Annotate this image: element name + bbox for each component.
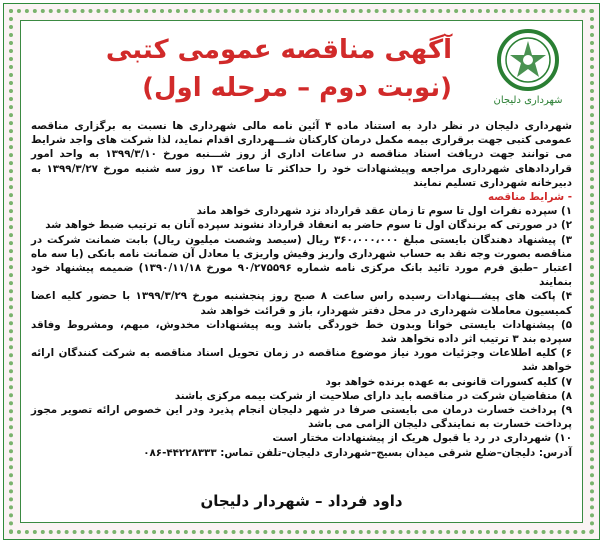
condition-item: ۴) پاکت های پیشـــنهادات رسیده راس ساعت ۸ صبح روز پنجشنبه مورخ ۱۳۹۹/۳/۲۹ با حضور کلیه اعضا کمیسیون معاملات شهرداری در محل دفتر شهردار، باز و قرائت خواهد شد [31,290,572,317]
notice-title: آگهی مناقصه عمومی کتبی [105,35,452,65]
condition-item: ۶) کلیه اطلاعات وجزئیات مورد نیاز موضوع مناقصه در زمان تحویل اسناد مناقصه به شرکت کنندگان ارائه خواهد شد [31,347,572,374]
conditions-title: - شرایط مناقصه [488,191,572,204]
address-line: آدرس: دلیجان–ضلع شرقی میدان بسیج–شهرداری دلیجان–تلفن تماس: ۴۴۲۲۸۳۳۳-۰۸۶ [143,446,572,459]
condition-item: ۹) پرداخت خسارت درمان می بایستی صرفا در شهر دلیجان انجام پذیرد ودر این خصوص ارائه تصویر مجوز پرداخت خسارت به نمایندگی دلیجان الزامی می باشد [31,404,572,431]
municipality-logo [486,27,570,111]
condition-item: ۳) پیشنهاد دهندگان بایستی مبلغ ۳۶۰،۰۰۰،۰۰۰ ریال (سیصد وشصت میلیون ریال) بابت ضمانت شرکت در مناقصه بصورت وجه نقد به حساب شهرداری واریز وفیش واریزی یا معادل آن ضمانت نامه بانکی (با سه ماه اعتبار –طبق فرم مورد تائید بانک مرکزی نامه شماره ۹۰/۲۷۵۵۹۶ مورخ ۱۳۹۰/۱۱/۱۸) ضمیمه پیشنهاد خود بنمایند [31,233,572,289]
condition-item: ۵) پیشنهادات بایستی خوانا وبدون خط خوردگی باشد وبه پیشنهادات مخدوش، مبهم، ومشروط وفاقد سپرده بند ۳ ترتیب اثر داده نخواهد شد [31,318,572,346]
notice-panel [20,20,583,523]
intro-paragraph: شهرداری دلیجان در نظر دارد به استناد ماده ۴ آئین نامه مالی شهرداری ها نسبت به برگزاری مناقصه عمومی کتبی جهت برقراری بیمه مکمل درمان کارکنان شـــهرداری اقدام نماید، لذا شرکت های واجد شرایط می توانند جهت دریافت اسناد مناقصه در ساعات اداری از روز شـــنبه مورخ ۱۳۹۹/۳/۱۰ به واحد امور قراردادهای شهرداری مراجعه وپیشنهادات خود را حداکثر تا ساعت ۱۳ روز سه شنبه مورخ ۱۳۹۹/۳/۲۷ به دبیرخانه شهرداری تسلیم نمایند [31,120,573,189]
condition-item: ۱) سپرده نفرات اول تا سوم تا زمان عقد قرارداد نزد شهرداری خواهد ماند [196,205,572,218]
condition-item: ۲) در صورتی که برندگان اول تا سوم حاضر به انعقاد قرارداد نشوند سپرده آنان به ترتیب ضبط خواهد شد [45,219,572,232]
logo-org-name: شهرداری دلیجان [493,95,563,106]
municipality-emblem-icon [495,27,561,93]
condition-item: ۷) کلیه کسورات قانونی به عهده برنده خواهد بود [325,375,572,388]
condition-item: ۱۰) شهرداری در رد یا قبول هریک از پیشنهادات مختار است [272,432,572,445]
conditions-list [31,204,572,445]
condition-item: ۸) متقاضیان شرکت در مناقصه باید دارای صلاحیت از شرکت بیمه مرکزی باشند [174,389,572,402]
notice-body [31,119,572,460]
notice-subtitle: (نوبت دوم – مرحله اول) [142,73,452,103]
signature: داود فرداد – شهردار دلیجان [200,492,403,510]
notice-frame [3,3,600,540]
